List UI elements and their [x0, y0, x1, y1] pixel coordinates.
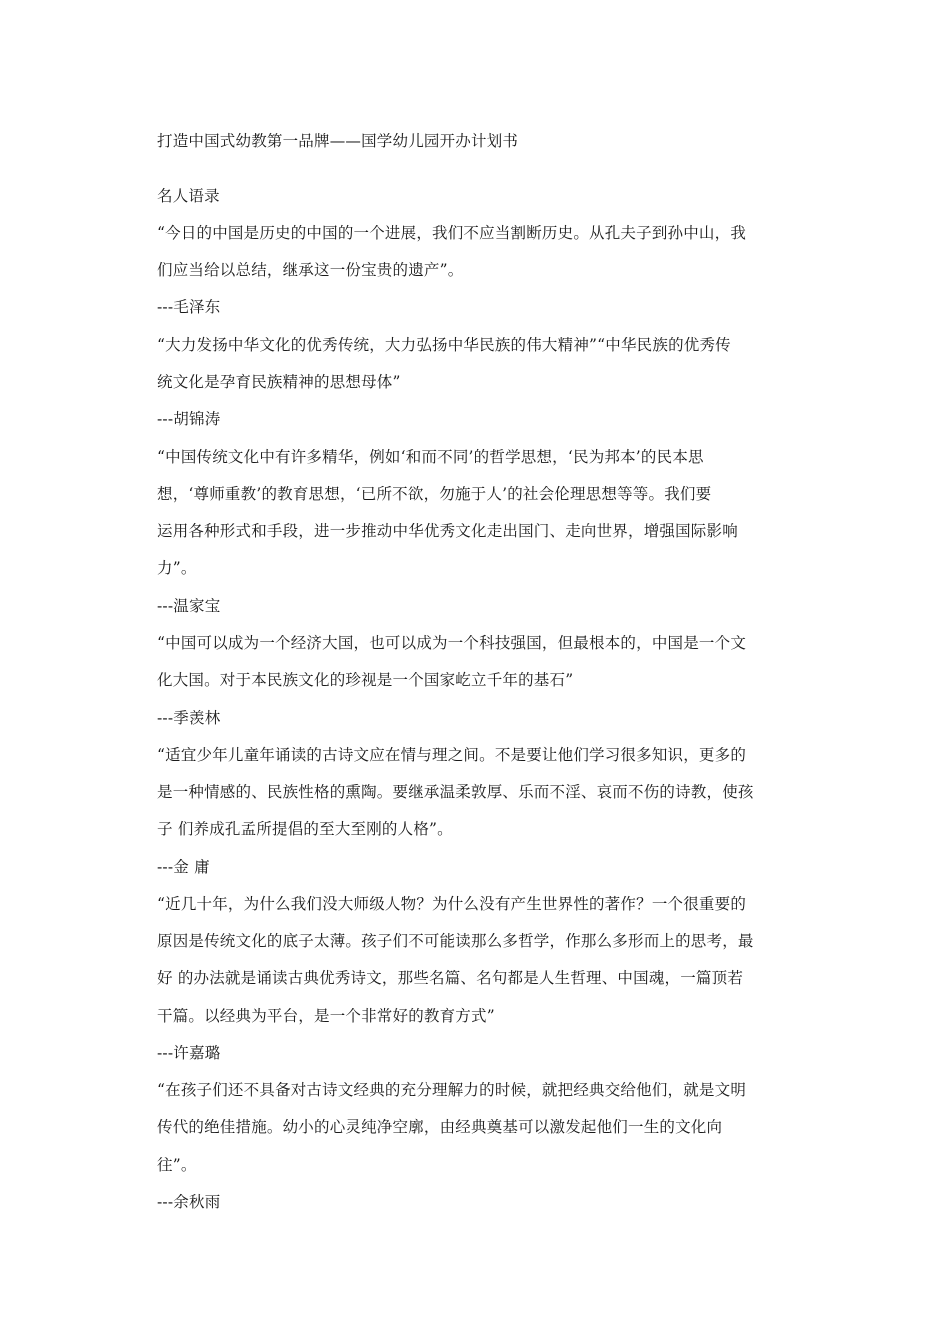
quote-line: 想，‘尊师重教’的教育思想，‘已所不欲，勿施于人’的社会伦理思想等等。我们要: [157, 485, 712, 503]
quote-line: “在孩子们还不具备对古诗文经典的充分理解力的时候，就把经典交给他们，就是文明: [157, 1081, 747, 1099]
quote-attribution: ---许嘉璐: [157, 1044, 221, 1062]
quote-line: 是一种情感的、民族性格的熏陶。要继承温柔敦厚、乐而不淫、哀而不伤的诗教，使孩: [157, 783, 754, 801]
quote-line: “大力发扬中华文化的优秀传统，大力弘扬中华民族的伟大精神”“中华民族的优秀传: [157, 336, 731, 354]
quote-line: 运用各种形式和手段，进一步推动中华优秀文化走出国门、走向世界，增强国际影响: [157, 522, 738, 540]
quote-line: “中国可以成为一个经济大国，也可以成为一个科技强国，但最根本的，中国是一个文: [157, 634, 747, 652]
quote-attribution: ---温家宝: [157, 597, 221, 615]
quote-line: 们应当给以总结，继承这一份宝贵的遗产”。: [157, 261, 464, 279]
quote-line: 力”。: [157, 559, 197, 577]
quote-line: 统文化是孕育民族精神的思想母体”: [157, 373, 401, 391]
quote-line: 化大国。对于本民族文化的珍视是一个国家屹立千年的基石”: [157, 671, 574, 689]
quote-line: 传代的绝佳措施。幼小的心灵纯净空廓，由经典奠基可以激发起他们一生的文化向: [157, 1118, 723, 1136]
quote-attribution: ---毛泽东: [157, 298, 221, 316]
quote-attribution: ---金 庸: [157, 858, 210, 876]
section-heading: 名人语录: [157, 187, 220, 205]
quote-line: “近几十年，为什么我们没大师级人物？为什么没有产生世界性的著作？一个很重要的: [157, 895, 747, 913]
quote-line: “适宜少年儿童年诵读的古诗文应在情与理之间。不是要让他们学习很多知识，更多的: [157, 746, 747, 764]
quote-attribution: ---余秋雨: [157, 1193, 221, 1211]
quote-line: “今日的中国是历史的中国的一个进展，我们不应当割断历史。从孔夫子到孙中山，我: [157, 224, 747, 242]
quote-line: “中国传统文化中有许多精华，例如‘和而不同’的哲学思想，‘民为邦本’的民本思: [157, 448, 704, 466]
quote-attribution: ---胡锦涛: [157, 410, 221, 428]
quote-line: 往”。: [157, 1156, 197, 1174]
quote-line: 原因是传统文化的底子太薄。孩子们不可能读那么多哲学，作那么多形而上的思考，最: [157, 932, 754, 950]
quote-line: 子 们养成孔孟所提倡的至大至刚的人格”。: [157, 820, 453, 838]
quote-line: 好 的办法就是诵读古典优秀诗文，那些名篇、名句都是人生哲理、中国魂，一篇顶若: [157, 969, 744, 987]
quote-line: 干篇。以经典为平台，是一个非常好的教育方式”: [157, 1007, 495, 1025]
quote-attribution: ---季羡林: [157, 709, 221, 727]
document-title: 打造中国式幼教第一品牌——国学幼儿园开办计划书: [157, 132, 519, 150]
